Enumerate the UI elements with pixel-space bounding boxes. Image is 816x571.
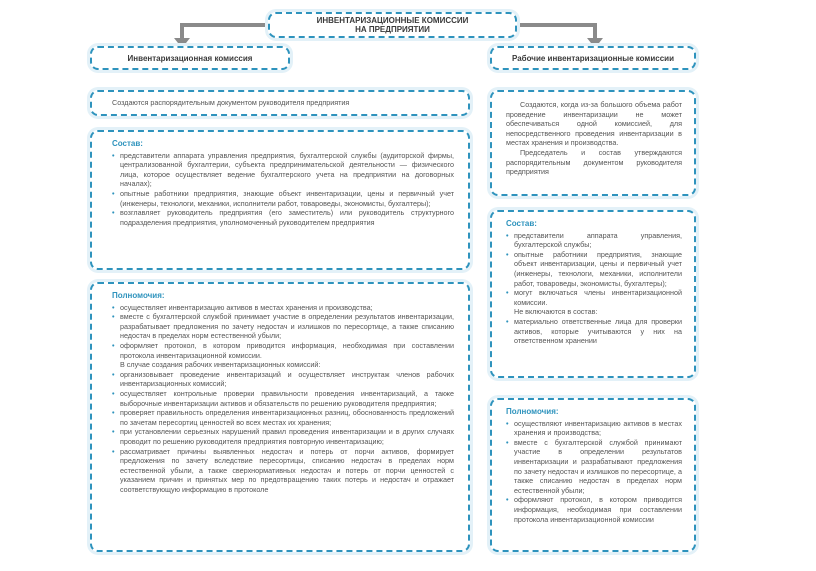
list-item: • опытные работники предприятия, знающие объект инвентаризации, цены и первичный учет (инженеры, технологи, механики, исполнители работ, товароведы, экономисты, бухгалтеры);: [112, 189, 454, 208]
list-item: • осуществляет контрольные проверки правильности проведения инвентаризаций, а также выборочные инвентаризации активов и обязательств по решению руководителя предприятия;: [112, 389, 454, 408]
list-item: • осуществляет инвентаризацию активов в местах хранения и производства;: [112, 303, 454, 313]
right-powers-list: [506, 419, 682, 525]
left-composition-title: Состав:: [112, 139, 143, 148]
arrow-right: [517, 25, 595, 40]
main-title-line1: ИНВЕНТАРИЗАЦИОННЫЕ КОМИССИИ: [316, 16, 469, 25]
list-item: • представители аппарата управления, бухгалтерской службы;: [506, 231, 682, 250]
left-header: Инвентаризационная комиссия: [127, 53, 253, 63]
list-item: • оформляет протокол, в котором приводится информация, необходимая при составлении протокола инвентаризационной комиссии.: [112, 341, 454, 360]
left-intro: Создаются распорядительным документом руководителя предприятия: [112, 98, 350, 107]
right-composition-title: Состав:: [506, 219, 537, 228]
list-item: • осуществляют инвентаризацию активов в местах хранения и производства;: [506, 419, 682, 438]
list-item: • представители аппарата управления предприятия, бухгалтерской службы (аудиторской фирмы, централизованной бухгалтерии, субъекта предпринимательской деятельности — физического лица, которое осуществляет ведение бухгалтерского учета на предприятии на договорных началах);: [112, 151, 454, 189]
list-item: • проверяет правильность определения инвентаризационных разниц, обоснованность предложений по зачетам пересортиц ценностей во всех местах их хранения;: [112, 408, 454, 427]
list-item: • вместе с бухгалтерской службой принимают участие в определении результатов инвентаризации и разрабатывают предложения по зачету недостач и излишков по пересортице, а также списанию недостач в пределах норм естественной убыли;: [506, 438, 682, 496]
left-header-box: [90, 46, 290, 70]
right-powers-title: Полномочия:: [506, 407, 559, 416]
list-item: • опытные работники предприятия, знающие объект инвентаризации, цены и первичный учет (инженеры, технологи, механики, исполнители работ, товароведы, экономисты, бухгалтеры);: [506, 250, 682, 288]
main-title-line2: НА ПРЕДПРИЯТИИ: [355, 25, 430, 34]
right-intro-box: [490, 90, 696, 196]
list-item: • могут включаться члены инвентаризационной комиссии.: [506, 288, 682, 307]
list-item: • рассматривает причины выявленных недостач и потерь от порчи активов, формирует предложения по зачету вследствие пересортицы, списанию недостач в пределах норм естественной убыли, а также сверхнормативных недостач и потерь от порчи ценностей с указанием причин и принятых мер по предотвращению таких потерь и недостач и отражает соответствующую информацию в протоколе: [112, 447, 454, 495]
list-item: • при установлении серьезных нарушений правил проведения инвентаризации и в других случаях проводит по решению руководителя предприятия повторную инвентаризацию;: [112, 427, 454, 446]
left-intro-box: [90, 90, 470, 116]
left-composition-list: [112, 151, 454, 228]
right-intro-p1: Создаются, когда из-за большого объема работ проведение инвентаризации не может обеспечиваться одной комиссией, для непосредственного проведения инвентаризации в местах хранения и производства.: [506, 100, 682, 148]
list-item: • организовывает проведение инвентаризаций и осуществляет инструктаж членов рабочих инвентаризационных комиссий;: [112, 370, 454, 389]
list-item: В случае создания рабочих инвентаризационных комиссий:: [120, 360, 321, 370]
list-item: Не включаются в состав:: [514, 307, 598, 317]
list-item: • оформляют протокол, в котором приводится информация, необходимая при составлении протокола инвентаризационной комиссии: [506, 495, 682, 524]
right-header-box: [490, 46, 696, 70]
right-intro-p2: Председатель и состав утверждаются распорядительным документом руководителя предприятия: [506, 147, 682, 177]
list-item: • возглавляет руководитель предприятия (его заместитель) или руководитель структурного подразделения предприятия, уполномоченный руководителем предприятия: [112, 208, 454, 227]
right-composition-list: [506, 231, 682, 346]
right-composition-box: [490, 210, 696, 378]
arrow-left: [182, 25, 268, 40]
right-powers-box: [490, 398, 696, 552]
list-item: • материально ответственные лица для проверки активов, которые учитываются у них на ответственном хранении: [506, 317, 682, 346]
right-header: Рабочие инвентаризационные комиссии: [511, 53, 675, 63]
left-powers-title: Полномочия:: [112, 291, 165, 300]
left-powers-box: [90, 282, 470, 552]
left-powers-list: [112, 303, 454, 495]
main-title-box: [268, 12, 517, 38]
list-item: • вместе с бухгалтерской службой принимает участие в определении результатов инвентаризации, разрабатывает предложения по зачету недостач и излишков по пересортице, а также списанию недостач в пределах норм естественной убыли;: [112, 312, 454, 341]
left-composition-box: [90, 130, 470, 270]
